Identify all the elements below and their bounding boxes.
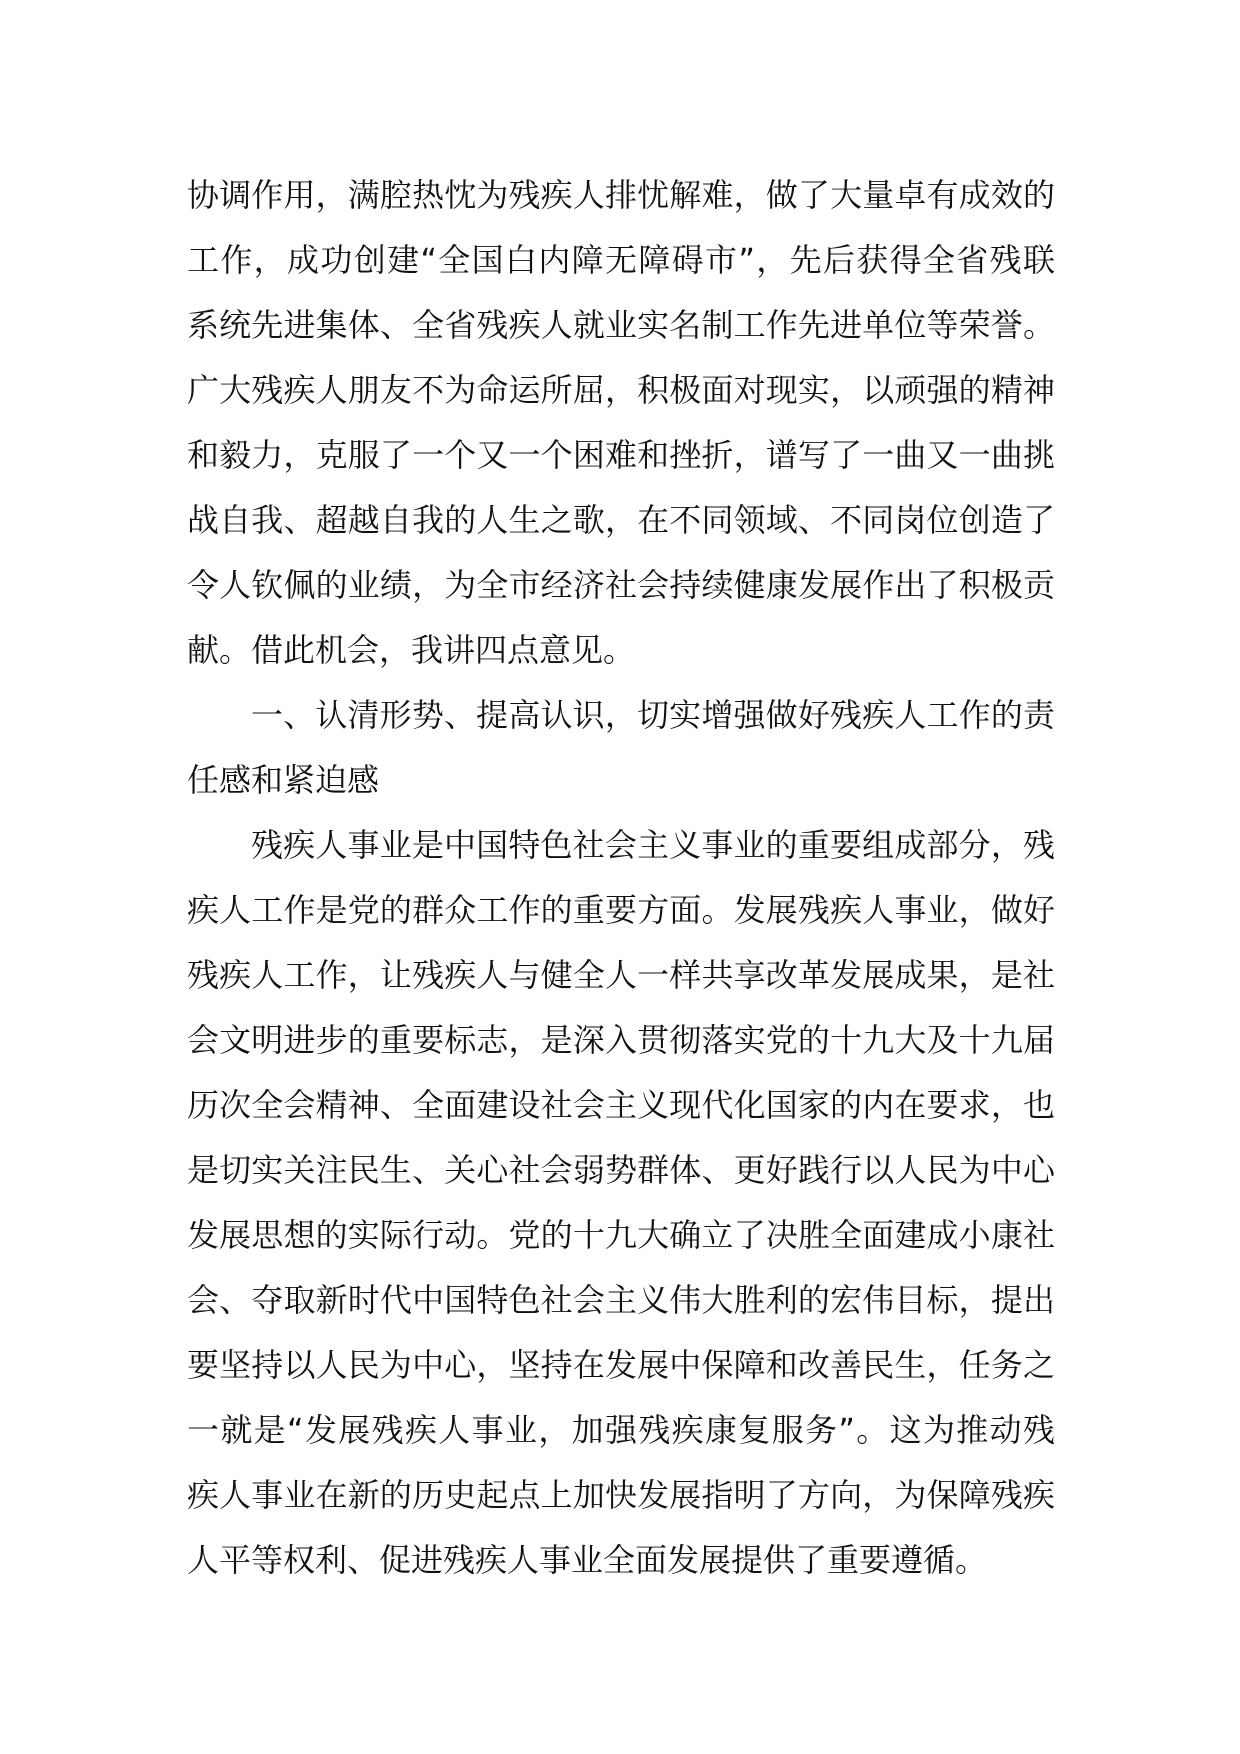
paragraph-line: 会文明进步的重要标志，是深入贯彻落实党的十九大及十九届 <box>187 1021 1055 1059</box>
paragraph-line: 一就是“发展残疾人事业，加强残疾康复服务”。这为推动残 <box>187 1411 1055 1449</box>
paragraph-line: 发展思想的实际行动。党的十九大确立了决胜全面建成小康社 <box>187 1216 1055 1254</box>
paragraph-line: 残疾人工作，让残疾人与健全人一样共享改革发展成果，是社 <box>187 956 1055 994</box>
paragraph-line: 要坚持以人民为中心，坚持在发展中保障和改善民生，任务之 <box>187 1346 1055 1384</box>
paragraph-line: 疾人工作是党的群众工作的重要方面。发展残疾人事业，做好 <box>187 891 1055 929</box>
paragraph-line: 献。借此机会，我讲四点意见。 <box>187 631 636 669</box>
paragraph-line: 协调作用，满腔热忱为残疾人排忧解难，做了大量卓有成效的 <box>187 176 1055 214</box>
paragraph-line: 人平等权利、促进残疾人事业全面发展提供了重要遵循。 <box>187 1541 988 1579</box>
paragraph-line: 工作，成功创建“全国白内障无障碍市”，先后获得全省残联 <box>187 241 1055 279</box>
paragraph-line: 和毅力，克服了一个又一个困难和挫折，谱写了一曲又一曲挑 <box>187 436 1055 474</box>
paragraph-line: 疾人事业在新的历史起点上加快发展指明了方向，为保障残疾 <box>187 1476 1055 1514</box>
paragraph-line: 历次全会精神、全面建设社会主义现代化国家的内在要求，也 <box>187 1086 1055 1124</box>
section-heading-line: 一、认清形势、提高认识，切实增强做好残疾人工作的责 <box>251 696 1055 734</box>
paragraph-line: 令人钦佩的业绩，为全市经济社会持续健康发展作出了积极贡 <box>187 566 1055 604</box>
paragraph-line: 广大残疾人朋友不为命运所屈，积极面对现实，以顽强的精神 <box>187 371 1055 409</box>
paragraph-line: 会、夺取新时代中国特色社会主义伟大胜利的宏伟目标，提出 <box>187 1281 1055 1319</box>
paragraph-line: 系统先进集体、全省残疾人就业实名制工作先进单位等荣誉。 <box>187 306 1055 344</box>
paragraph-line: 战自我、超越自我的人生之歌，在不同领域、不同岗位创造了 <box>187 501 1055 539</box>
section-heading-line: 任感和紧迫感 <box>187 761 380 799</box>
paragraph-line: 是切实关注民生、关心社会弱势群体、更好践行以人民为中心 <box>187 1151 1055 1189</box>
paragraph-line: 残疾人事业是中国特色社会主义事业的重要组成部分，残 <box>251 826 1055 864</box>
document-body <box>187 163 1055 1593</box>
